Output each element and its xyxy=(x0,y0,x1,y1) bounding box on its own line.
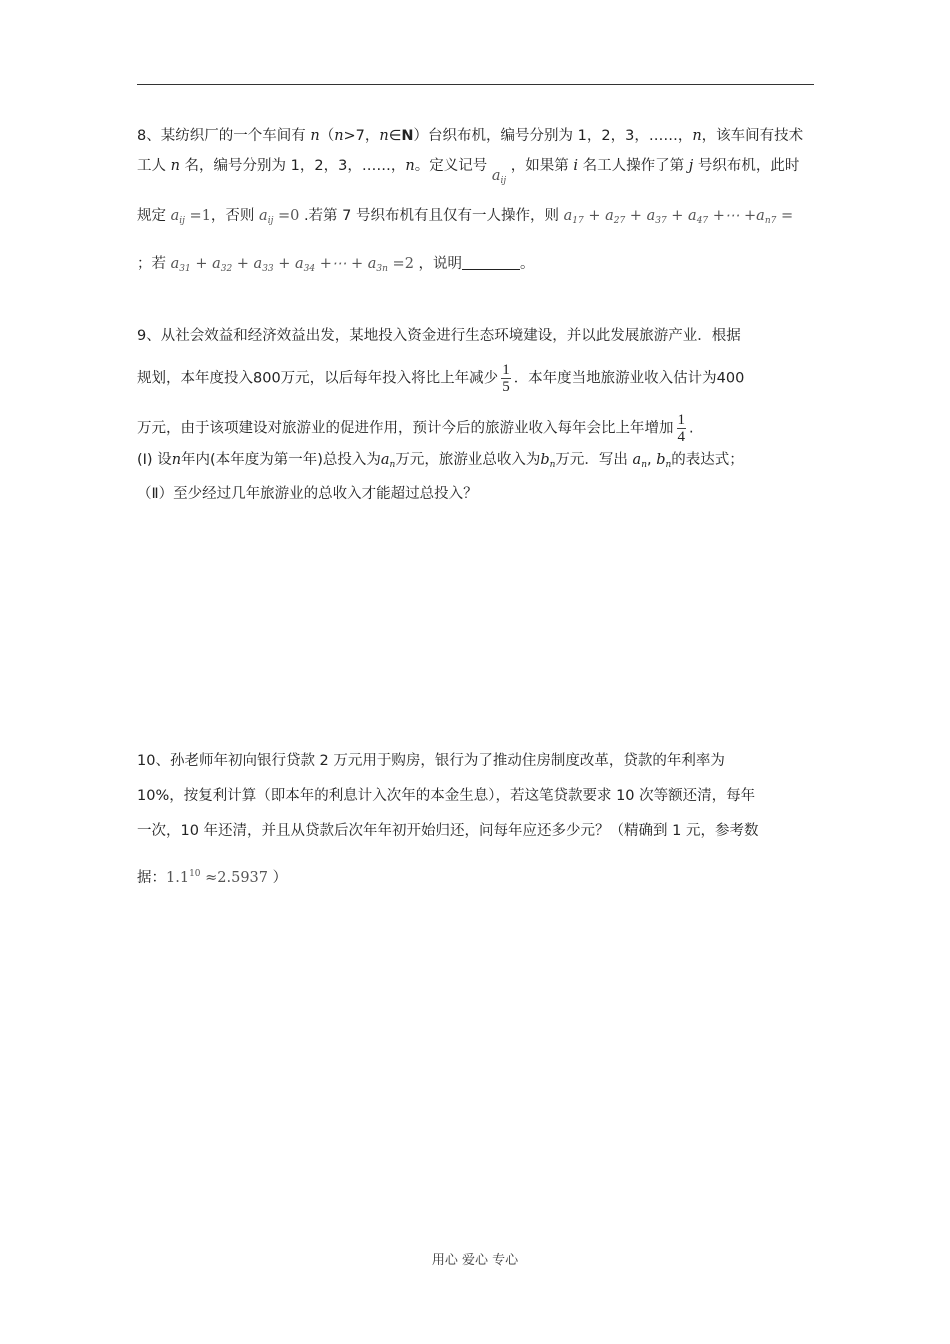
q9-line3: 万元，由于该项建设对旅游业的促进作用，预计今后的旅游业收入每年会比上年增加 $\frac{1}{4}$ . xyxy=(137,412,694,445)
q10-line1: 10、孙老师年初向银行贷款 2 万元用于购房，银行为了推动住房制度改革，贷款的年利率为 xyxy=(137,753,725,769)
q10-line4: 据：$1.1^{10} \approx 2.5937$ ） xyxy=(137,869,288,886)
q8-line1: 8、某纺织厂的一个车间有 n（n>7，n∈N）台织布机，编号分别为 1，2，3，……，n，该车间有技术 xyxy=(137,128,804,144)
answer-blank xyxy=(462,255,520,270)
q10-line3: 一次，10 年还清，并且从贷款后次年年初开始归还，问每年应还多少元？（精确到 1 元，参考数 xyxy=(137,823,759,839)
page-footer: 用心 爱心 专心 xyxy=(431,1253,519,1268)
q9-part2: （Ⅱ）至少经过几年旅游业的总收入才能超过总投入？ xyxy=(137,486,478,502)
fraction-one-fifth: $\frac{1}{5}$ xyxy=(502,362,510,395)
q8-line3: 规定 $a_{ij} =1$，否则 $a_{ij} =0$ .若第 7 号织布机有且仅有一人操作，则 $a_{17} + a_{27} + a_{37} + a_{47}$ +⋯ $+a_{n7}$ = xyxy=(137,208,794,226)
q9-line2: 规划，本年度投入800万元，以后每年投入将比上年减少 $\frac{1}{5}$ ．本年度当地旅游业收入估计为400 xyxy=(137,362,745,395)
q9-line1: 9、从社会效益和经济效益出发，某地投入资金进行生态环境建设，并以此发展旅游产业．根据 xyxy=(137,328,741,344)
q10-line2: 10%，按复利计算（即本年的利息计入次年的本金生息），若这笔贷款要求 10 次等额还清，每年 xyxy=(137,788,756,804)
q8-line2: 工人 n 名，编号分别为 1，2，3，……，n。定义记号 $a_{ij}$ ，如果第 i 名工人操作了第 j 号织布机，此时 xyxy=(137,158,800,186)
q8-line4: ；若 $a_{31} + a_{32} + a_{33} + a_{34}$ +⋯ + $a_{3n} =2$ ，说明 。 xyxy=(137,256,535,274)
q9-part1: (Ⅰ) 设n年内(本年度为第一年)总投入为$a_n$万元，旅游业总收入为$b_n$万元．写出 $a_n$, $b_n$的表达式； xyxy=(137,452,744,470)
fraction-one-quarter: $\frac{1}{4}$ xyxy=(677,412,685,445)
header-rule xyxy=(137,84,814,85)
